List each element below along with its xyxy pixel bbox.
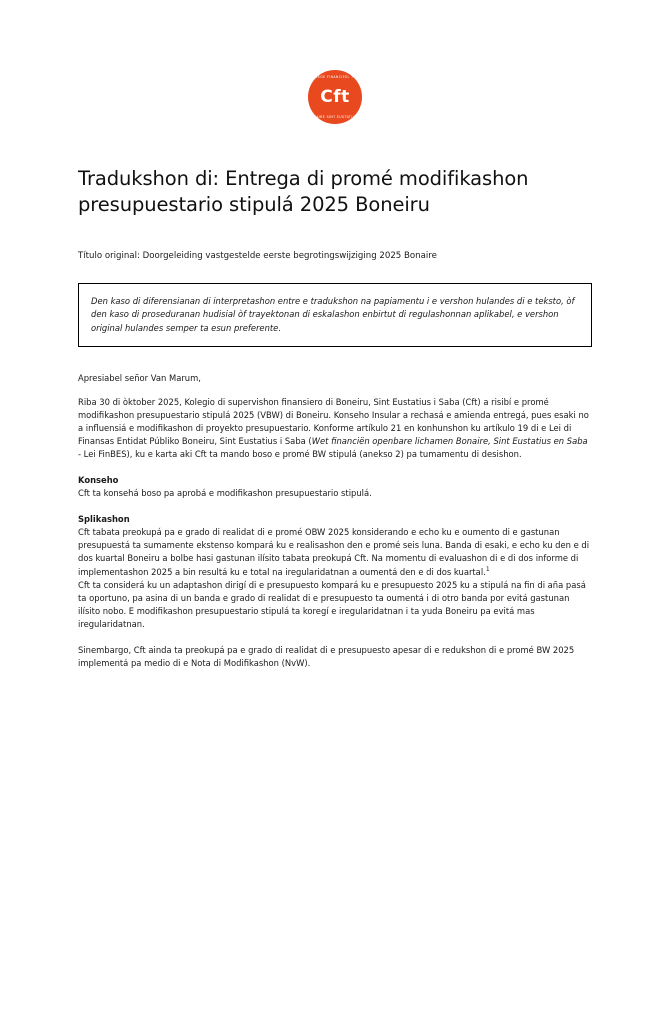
document-body — [78, 372, 592, 670]
advice-block — [78, 474, 592, 500]
explanation-block — [78, 513, 592, 631]
original-title-line: Título original: Doorgeleiding vastgestelde eerste begrotingswijziging 2025 Bonaire — [78, 251, 437, 262]
explanation-text-1: Cft tabata preokupá pa e grado di realidat di e promé OBW 2025 konsiderando e echo ku e oumento di e gastunan presupuestá ta sumamente ekstenso kompará ku e realisashon den e promé seis luna. Banda di esaki, e echo ku den e di dos kuartal Boneiru a bolbe hasi gastunan ilísito tabata preokupá Cft. Na momentu di evaluashon di e di dos informe di implementashon 2025 a bin resultá ku e total na iregularidatnan a oumentá den e di dos kuartal. — [78, 526, 590, 577]
explanation-paragraph-1 — [78, 526, 592, 579]
translation-notice-box: Den kaso di diferensianan di interpretashon entre e tradukshon na papiamentu i e vershon hulandes di e teksto, òf den kaso di proseduranan hudisial òf trayektonan di eskalashon enbirtut di regulashonnan aplikabel, e vershon original hulandes semper ta esun preferente. — [78, 283, 592, 346]
intro-text-a: Riba 30 di òktober 2025, Kolegio di supervishon finansiero di Boneiru, Sint Eustatius i Saba (Cft) a risibí e promé modifikashon presupuestario stipulá 2025 (VBW) di Boneiru. Konseho Insular a rechasá e amienda entregá, pues esaki no a influensiá e modifikashon di proyekto presupuestario. Konforme artíkulo 21 en konhunshon ku artíkulo 19 di e Lei di Finansas Entidat Públiko Boneiru, Sint Eustatius i Saba ( — [78, 396, 589, 446]
law-name-italic: Wet financiën openbare lichamen Bonaire, Sint Eustatius en Saba — [311, 435, 588, 446]
logo-container — [78, 0, 592, 124]
logo-arc-bottom-text: BONAIRE SINT EUSTATIUS SABA — [308, 115, 370, 119]
explanation-heading: Splikashon — [78, 513, 130, 524]
cft-logo-icon — [308, 70, 371, 124]
closing-block — [78, 644, 592, 670]
logo-monogram: Cft — [320, 86, 350, 107]
closing-paragraph: Sinembargo, Cft ainda ta preokupá pa e grado di realidat di e presupuesto apesar di e redukshon di e promé BW 2025 implementá pa medio di e Nota di Modifikashon (NvW). — [78, 644, 575, 668]
advice-body: Cft ta konsehá boso pa aprobá e modifikashon presupuestario stipulá. — [78, 487, 372, 498]
explanation-paragraph-2: Cft ta considerá ku un adaptashon dirigí di e presupuesto kompará ku e presupuesto 2025 ku a stipulá na fin di aña pasá ta oportuno, pa asina di un banda e grado di realidat di e presupuesto ta oumentá i di otro banda por evitá gastunan ilísito nobo. E modifikashon presupuestario stipulá ta koregí e iregularidatnan i ta yuda Boneiru pa evitá mas iregularidatnan. — [78, 579, 586, 629]
logo-arc-top-text: COLLEGE FINANCIEEL TOEZICHT — [308, 75, 371, 79]
salutation: Apresiabel señor Van Marum, — [78, 372, 201, 383]
intro-text-b: - Lei FinBES), ku e karta aki Cft ta mando boso e promé BW stipulá (anekso 2) pa tumamentu di desishon. — [78, 448, 522, 459]
page-title: Tradukshon di: Entrega di promé modifikashon presupuestario stipulá 2025 Boneiru — [78, 167, 529, 216]
footnote-marker: 1 — [485, 565, 490, 573]
advice-heading: Konseho — [78, 474, 119, 485]
intro-paragraph — [78, 396, 592, 461]
